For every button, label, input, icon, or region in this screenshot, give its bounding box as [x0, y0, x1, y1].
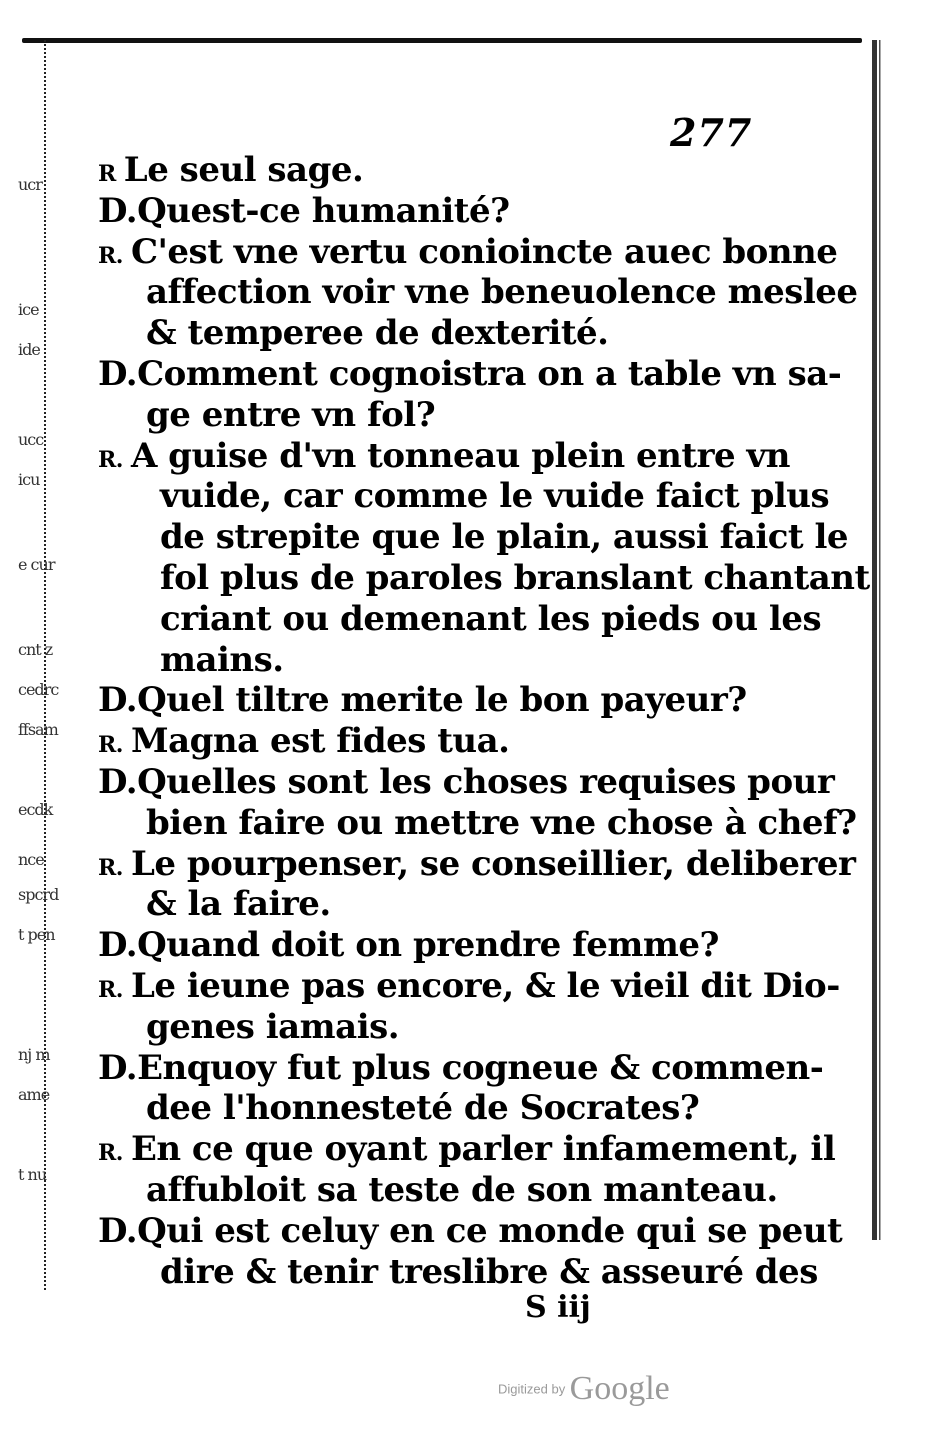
digitized-watermark: [498, 1370, 670, 1408]
text-line: [98, 1129, 836, 1170]
text-line: [98, 191, 768, 232]
text-line: [98, 395, 768, 436]
bleed-fragment: ucc: [18, 430, 44, 449]
speaker-tag: R.: [98, 242, 123, 269]
text-line: [98, 843, 856, 885]
line-text: Quelles sont les choses requises pour: [137, 761, 835, 802]
text-line: [98, 884, 768, 925]
speaker-tag: D.: [98, 353, 138, 394]
text-line: [98, 476, 830, 517]
line-text: Quand doit on prendre femme?: [137, 925, 719, 966]
speaker-tag: D.: [98, 1047, 138, 1088]
line-text: Le pourpenser, se conseillier, deliberer: [130, 843, 856, 884]
line-text: Le seul sage.: [123, 150, 364, 190]
speaker-tag: R.: [98, 446, 123, 473]
speaker-tag: R.: [98, 1140, 123, 1167]
text-line: [98, 1169, 778, 1211]
speaker-tag: D.: [98, 190, 138, 231]
speaker-tag: R.: [98, 854, 123, 881]
bleed-fragment: cnt z: [18, 640, 53, 659]
line-text: genes iamais.: [146, 1006, 400, 1047]
line-text: Enquoy fut plus cogneue & commen-: [137, 1047, 824, 1088]
line-text: ge entre vn fol?: [146, 394, 436, 435]
text-line: [98, 802, 857, 844]
bleed-fragment: ice: [18, 300, 39, 319]
text-line: [98, 1210, 843, 1252]
speaker-tag: D.: [98, 1210, 138, 1251]
bleed-fragment: nj m: [18, 1045, 50, 1064]
speaker-tag: D.: [98, 925, 138, 966]
line-text: fol plus de paroles branslant chantant: [160, 557, 870, 598]
bleed-fragment: ffsam: [18, 720, 58, 739]
text-line: [98, 313, 768, 354]
text-line: [98, 517, 849, 558]
bleed-fragment: t nu: [18, 1165, 47, 1184]
speaker-tag: D.: [98, 680, 138, 721]
line-text: Comment cognoistra on a table vn sa-: [137, 353, 842, 394]
text-line: [98, 640, 768, 681]
line-text: dire & tenir treslibre & asseuré des: [160, 1251, 818, 1292]
text-line: [98, 761, 835, 803]
top-rule: [22, 38, 862, 43]
line-text: affection voir vne beneuolence meslee: [146, 272, 858, 313]
text-line: [98, 1251, 818, 1293]
line-text: & la faire.: [146, 884, 331, 925]
line-text: A guise d'vn tonneau plein entre vn: [130, 435, 790, 476]
page-number: 277: [670, 110, 753, 155]
line-text: vuide, car comme le vuide faict plus: [160, 476, 830, 517]
text-line: [98, 231, 838, 273]
line-text: Le ieune pas encore, & le vieil dit Dio-: [130, 965, 840, 1006]
bleed-fragment: cedrc: [18, 680, 59, 699]
text-line: [98, 1047, 824, 1089]
line-text: En ce que oyant parler infamement, il: [130, 1129, 836, 1170]
text-line: [98, 598, 822, 640]
line-text: Quest-ce humanité?: [137, 190, 510, 231]
dialogue-text: [98, 150, 870, 1292]
text-line: [98, 435, 790, 477]
text-line: [98, 1088, 768, 1129]
bleed-fragment: ame: [18, 1085, 50, 1104]
signature-mark: S iij: [525, 1290, 591, 1325]
speaker-tag: R: [98, 161, 116, 187]
text-line: [98, 150, 768, 191]
line-text: bien faire ou mettre vne chose à chef?: [146, 802, 857, 843]
line-text: mains.: [160, 639, 284, 680]
text-line: [98, 965, 840, 1007]
line-text: C'est vne vertu conioincte auec bonne: [130, 231, 838, 272]
bleed-fragment: ucr: [18, 175, 42, 194]
line-text: Qui est celuy en ce monde qui se peut: [137, 1210, 843, 1251]
text-line: [98, 1007, 768, 1048]
line-text: dee l'honnesteté de Socrates?: [146, 1088, 700, 1129]
bleed-fragment: icu: [18, 470, 40, 489]
speaker-tag: D.: [98, 761, 138, 802]
text-line: [98, 721, 768, 762]
bleed-fragment: e cur: [18, 555, 55, 574]
text-line: [98, 680, 768, 721]
bleed-fragment: nce: [18, 850, 44, 869]
watermark-brand: Google: [569, 1370, 670, 1407]
text-line: [98, 557, 870, 599]
text-line: [98, 925, 768, 966]
right-gutter-edge: [872, 40, 884, 1240]
bleed-fragment: spcrd: [18, 885, 59, 904]
line-text: Magna est fides tua.: [130, 721, 510, 762]
text-line: [98, 272, 858, 313]
line-text: & temperee de dexterité.: [146, 313, 609, 354]
speaker-tag: R.: [98, 976, 123, 1003]
text-line: [98, 353, 842, 395]
line-text: de strepite que le plain, aussi faict le: [160, 517, 849, 558]
speaker-tag: R.: [98, 732, 123, 759]
line-text: affubloit sa teste de son manteau.: [146, 1169, 778, 1210]
bleed-fragment: t pen: [18, 925, 55, 944]
bleed-fragment: ecdk: [18, 800, 53, 819]
line-text: criant ou demenant les pieds ou les: [160, 598, 822, 639]
watermark-prefix: Digitized by: [498, 1381, 566, 1397]
line-text: Quel tiltre merite le bon payeur?: [137, 680, 747, 721]
bleed-fragment: ide: [18, 340, 40, 359]
